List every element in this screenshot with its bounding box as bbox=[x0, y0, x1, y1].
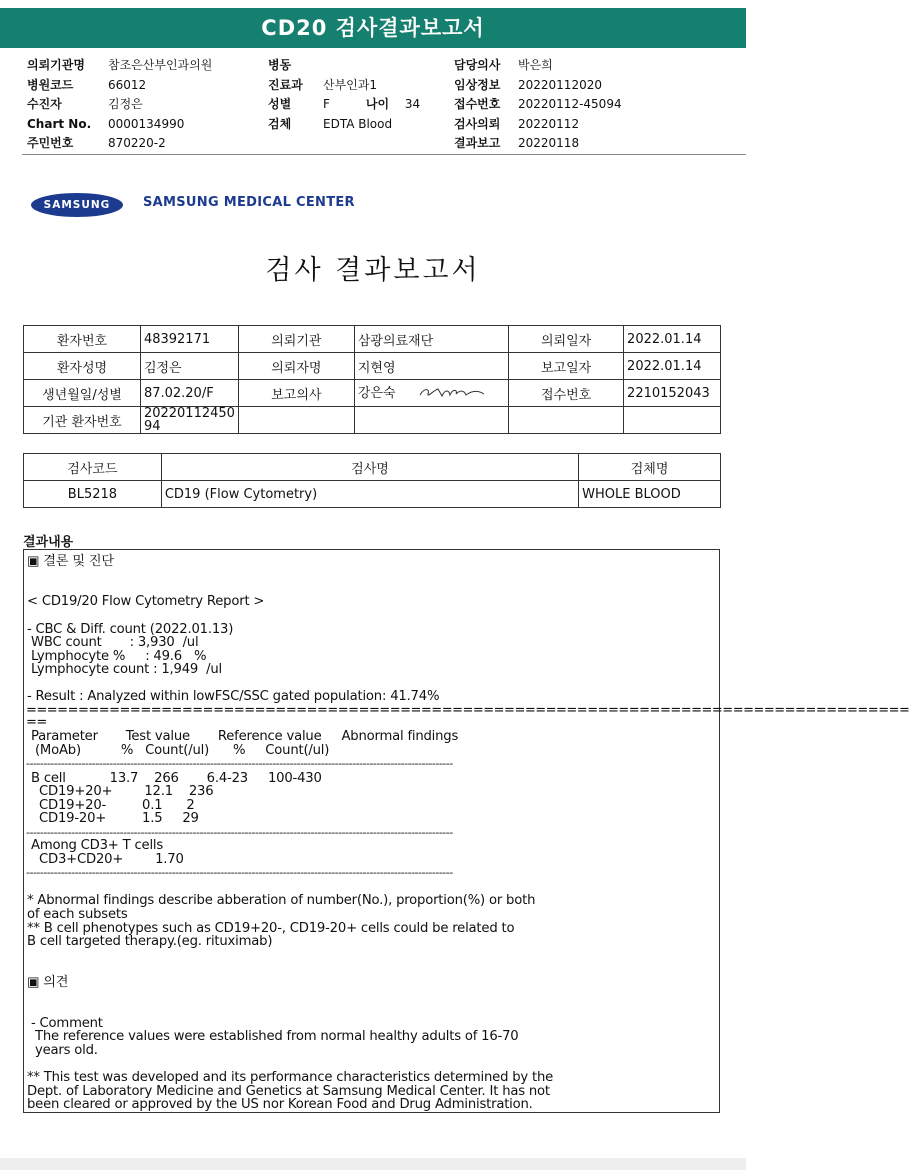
results-heading: 결과내용 bbox=[23, 535, 74, 550]
table-label: 의뢰일자 bbox=[509, 326, 624, 353]
institution-patient-id bbox=[140, 407, 238, 434]
patient-name: 김정은 bbox=[140, 353, 238, 380]
cd3cd20-row: CD3+CD20+ 1.70 bbox=[27, 852, 184, 867]
header-label: 병원코드 bbox=[27, 77, 74, 92]
comment-title: - Comment bbox=[27, 1016, 103, 1031]
header-label: 성별 bbox=[268, 97, 292, 111]
reporting-doctor: 강은숙 bbox=[357, 386, 396, 402]
table-row bbox=[24, 380, 721, 407]
table-row bbox=[24, 353, 721, 380]
dash-separator: --------------------------------------------------------------------------------------------------------------------------- bbox=[26, 866, 453, 879]
table-label: 생년월일/성별 bbox=[24, 380, 141, 407]
page-title: CD20 검사결과보고서 bbox=[261, 16, 485, 40]
header-label: 접수번호 bbox=[454, 97, 501, 111]
disclaimer-line: Dept. of Laboratory Medicine and Genetics at Samsung Medical Center. It has not bbox=[27, 1084, 550, 1099]
patient-info-table bbox=[23, 325, 721, 434]
header-value: 20220118 bbox=[518, 136, 580, 150]
logo-badge-text: SAMSUNG bbox=[43, 199, 111, 211]
institution-patient-id-part1: 20220112450 bbox=[143, 406, 235, 421]
disclaimer-line: been cleared or approved by the US nor Korean Food and Drug Administration. bbox=[27, 1097, 533, 1112]
bcell-row: B cell 13.7 266 6.4-23 100-430 bbox=[27, 771, 322, 786]
institution-patient-id-part2: 94 bbox=[143, 419, 161, 434]
wbc-count: WBC count : 3,930 /ul bbox=[27, 635, 199, 650]
age-label: 나이 bbox=[365, 97, 390, 111]
header-label: 담당의사 bbox=[454, 58, 501, 72]
results-box bbox=[23, 549, 909, 1113]
header-value: 66012 bbox=[108, 77, 147, 92]
specimen-name: WHOLE BLOOD bbox=[579, 481, 721, 508]
note-line: ** B cell phenotypes such as CD19+20-, CD19-20+ cells could be related to bbox=[27, 921, 515, 936]
header-label: 주민번호 bbox=[27, 136, 74, 150]
cd19n20p-row: CD19-20+ 1.5 29 bbox=[27, 811, 199, 826]
header-label: 검사의뢰 bbox=[454, 116, 501, 131]
reporting-doctor-cell bbox=[354, 380, 508, 407]
header-value: EDTA Blood bbox=[323, 116, 393, 131]
header-label: 의뢰기관명 bbox=[27, 58, 85, 72]
dash-separator: --------------------------------------------------------------------------------------------------------------------------- bbox=[26, 757, 453, 770]
cbc-title: - CBC & Diff. count (2022.01.13) bbox=[27, 622, 234, 637]
table-row bbox=[24, 481, 721, 508]
header-value: 20220112 bbox=[518, 116, 580, 131]
among-cd3: Among CD3+ T cells bbox=[27, 838, 164, 853]
document-title: 검사 결과보고서 bbox=[265, 255, 481, 286]
test-code-table bbox=[23, 453, 721, 508]
header-value: 870220-2 bbox=[108, 136, 166, 150]
empty-cell bbox=[238, 407, 354, 434]
header-value: 0000134990 bbox=[108, 116, 185, 131]
note-line: of each subsets bbox=[27, 907, 128, 922]
table-label: 보고일자 bbox=[509, 353, 624, 380]
header-value: 박은희 bbox=[518, 58, 553, 72]
hospital-name: SAMSUNG MEDICAL CENTER bbox=[143, 195, 355, 210]
empty-cell bbox=[354, 407, 508, 434]
column-header-2: (MoAb) % Count(/ul) % Count(/ul) bbox=[27, 743, 330, 758]
age-value: 34 bbox=[404, 97, 421, 111]
test-code: BL5218 bbox=[24, 481, 162, 508]
requesting-org: 삼광의료재단 bbox=[354, 326, 508, 353]
header-value: 김정은 bbox=[108, 97, 143, 111]
header-value: 20220112020 bbox=[518, 77, 602, 92]
comment-line: The reference values were established from normal healthy adults of 16-70 bbox=[27, 1029, 519, 1044]
header-value: 20220112-45094 bbox=[518, 97, 622, 111]
report-date: 2022.01.14 bbox=[624, 353, 721, 380]
table-header: 검사코드 bbox=[24, 454, 162, 481]
disclaimer-line: ** This test was developed and its performance characteristics determined by the bbox=[27, 1070, 554, 1085]
table-label: 의뢰자명 bbox=[238, 353, 354, 380]
lymphocyte-percent: Lymphocyte % : 49.6 % bbox=[27, 649, 207, 664]
table-header-row bbox=[24, 454, 721, 481]
table-header: 검사명 bbox=[161, 454, 578, 481]
header-divider bbox=[22, 154, 746, 155]
patient-id: 48392171 bbox=[140, 326, 238, 353]
double-separator: ===================================================================================== bbox=[26, 703, 909, 718]
footer-strip bbox=[0, 1158, 746, 1170]
table-row bbox=[24, 326, 721, 353]
page-title-bar bbox=[0, 8, 746, 48]
table-label: 환자번호 bbox=[24, 326, 141, 353]
samsung-logo bbox=[31, 193, 123, 217]
header-column-3 bbox=[454, 56, 622, 154]
patient-dob: 87.02.20/F bbox=[140, 380, 238, 407]
header-label: 진료과 bbox=[268, 77, 303, 92]
report-name: < CD19/20 Flow Cytometry Report > bbox=[27, 594, 265, 609]
header-label: 결과보고 bbox=[454, 136, 501, 150]
header-column-2 bbox=[268, 56, 420, 134]
cd19p20p-row: CD19+20+ 12.1 236 bbox=[27, 784, 214, 799]
table-label: 기관 환자번호 bbox=[24, 407, 141, 434]
table-label: 의뢰기관 bbox=[238, 326, 354, 353]
note-line: * Abnormal findings describe abberation of number(No.), proportion(%) or both bbox=[27, 893, 536, 908]
column-header-1: Parameter Test value Reference value Abnormal findings bbox=[27, 729, 459, 744]
empty-cell bbox=[624, 407, 721, 434]
header-label: 검체 bbox=[268, 116, 292, 131]
table-label: 접수번호 bbox=[509, 380, 624, 407]
header-label: 병동 bbox=[268, 58, 292, 72]
double-separator-tail: == bbox=[26, 715, 47, 730]
header-value: 참조은산부인과의원 bbox=[108, 58, 213, 72]
dash-separator: --------------------------------------------------------------------------------------------------------------------------- bbox=[26, 826, 453, 839]
header-label: 임상정보 bbox=[454, 77, 501, 92]
cd19p20n-row: CD19+20- 0.1 2 bbox=[27, 798, 195, 813]
empty-cell bbox=[509, 407, 624, 434]
accession-number: 2210152043 bbox=[624, 380, 721, 407]
note-line: B cell targeted therapy.(eg. rituximab) bbox=[27, 934, 273, 949]
header-label: Chart No. bbox=[27, 116, 92, 131]
header-value: 산부인과1 bbox=[323, 77, 378, 92]
header-value: F bbox=[323, 97, 330, 111]
table-header: 검체명 bbox=[579, 454, 721, 481]
header-label: 수진자 bbox=[27, 97, 62, 111]
section-conclusion: ▣ 결론 및 진단 bbox=[27, 554, 114, 569]
test-name: CD19 (Flow Cytometry) bbox=[161, 481, 578, 508]
section-opinion: ▣ 의견 bbox=[27, 975, 69, 990]
header-column-1 bbox=[27, 56, 212, 154]
result-summary: - Result : Analyzed within lowFSC/SSC gated population: 41.74% bbox=[27, 689, 440, 704]
request-date: 2022.01.14 bbox=[624, 326, 721, 353]
signature-icon bbox=[418, 384, 488, 404]
table-row bbox=[24, 407, 721, 434]
requester-name: 지현영 bbox=[354, 353, 508, 380]
lymphocyte-count: Lymphocyte count : 1,949 /ul bbox=[27, 662, 222, 677]
table-label: 환자성명 bbox=[24, 353, 141, 380]
table-label: 보고의사 bbox=[238, 380, 354, 407]
comment-line: years old. bbox=[27, 1043, 98, 1058]
